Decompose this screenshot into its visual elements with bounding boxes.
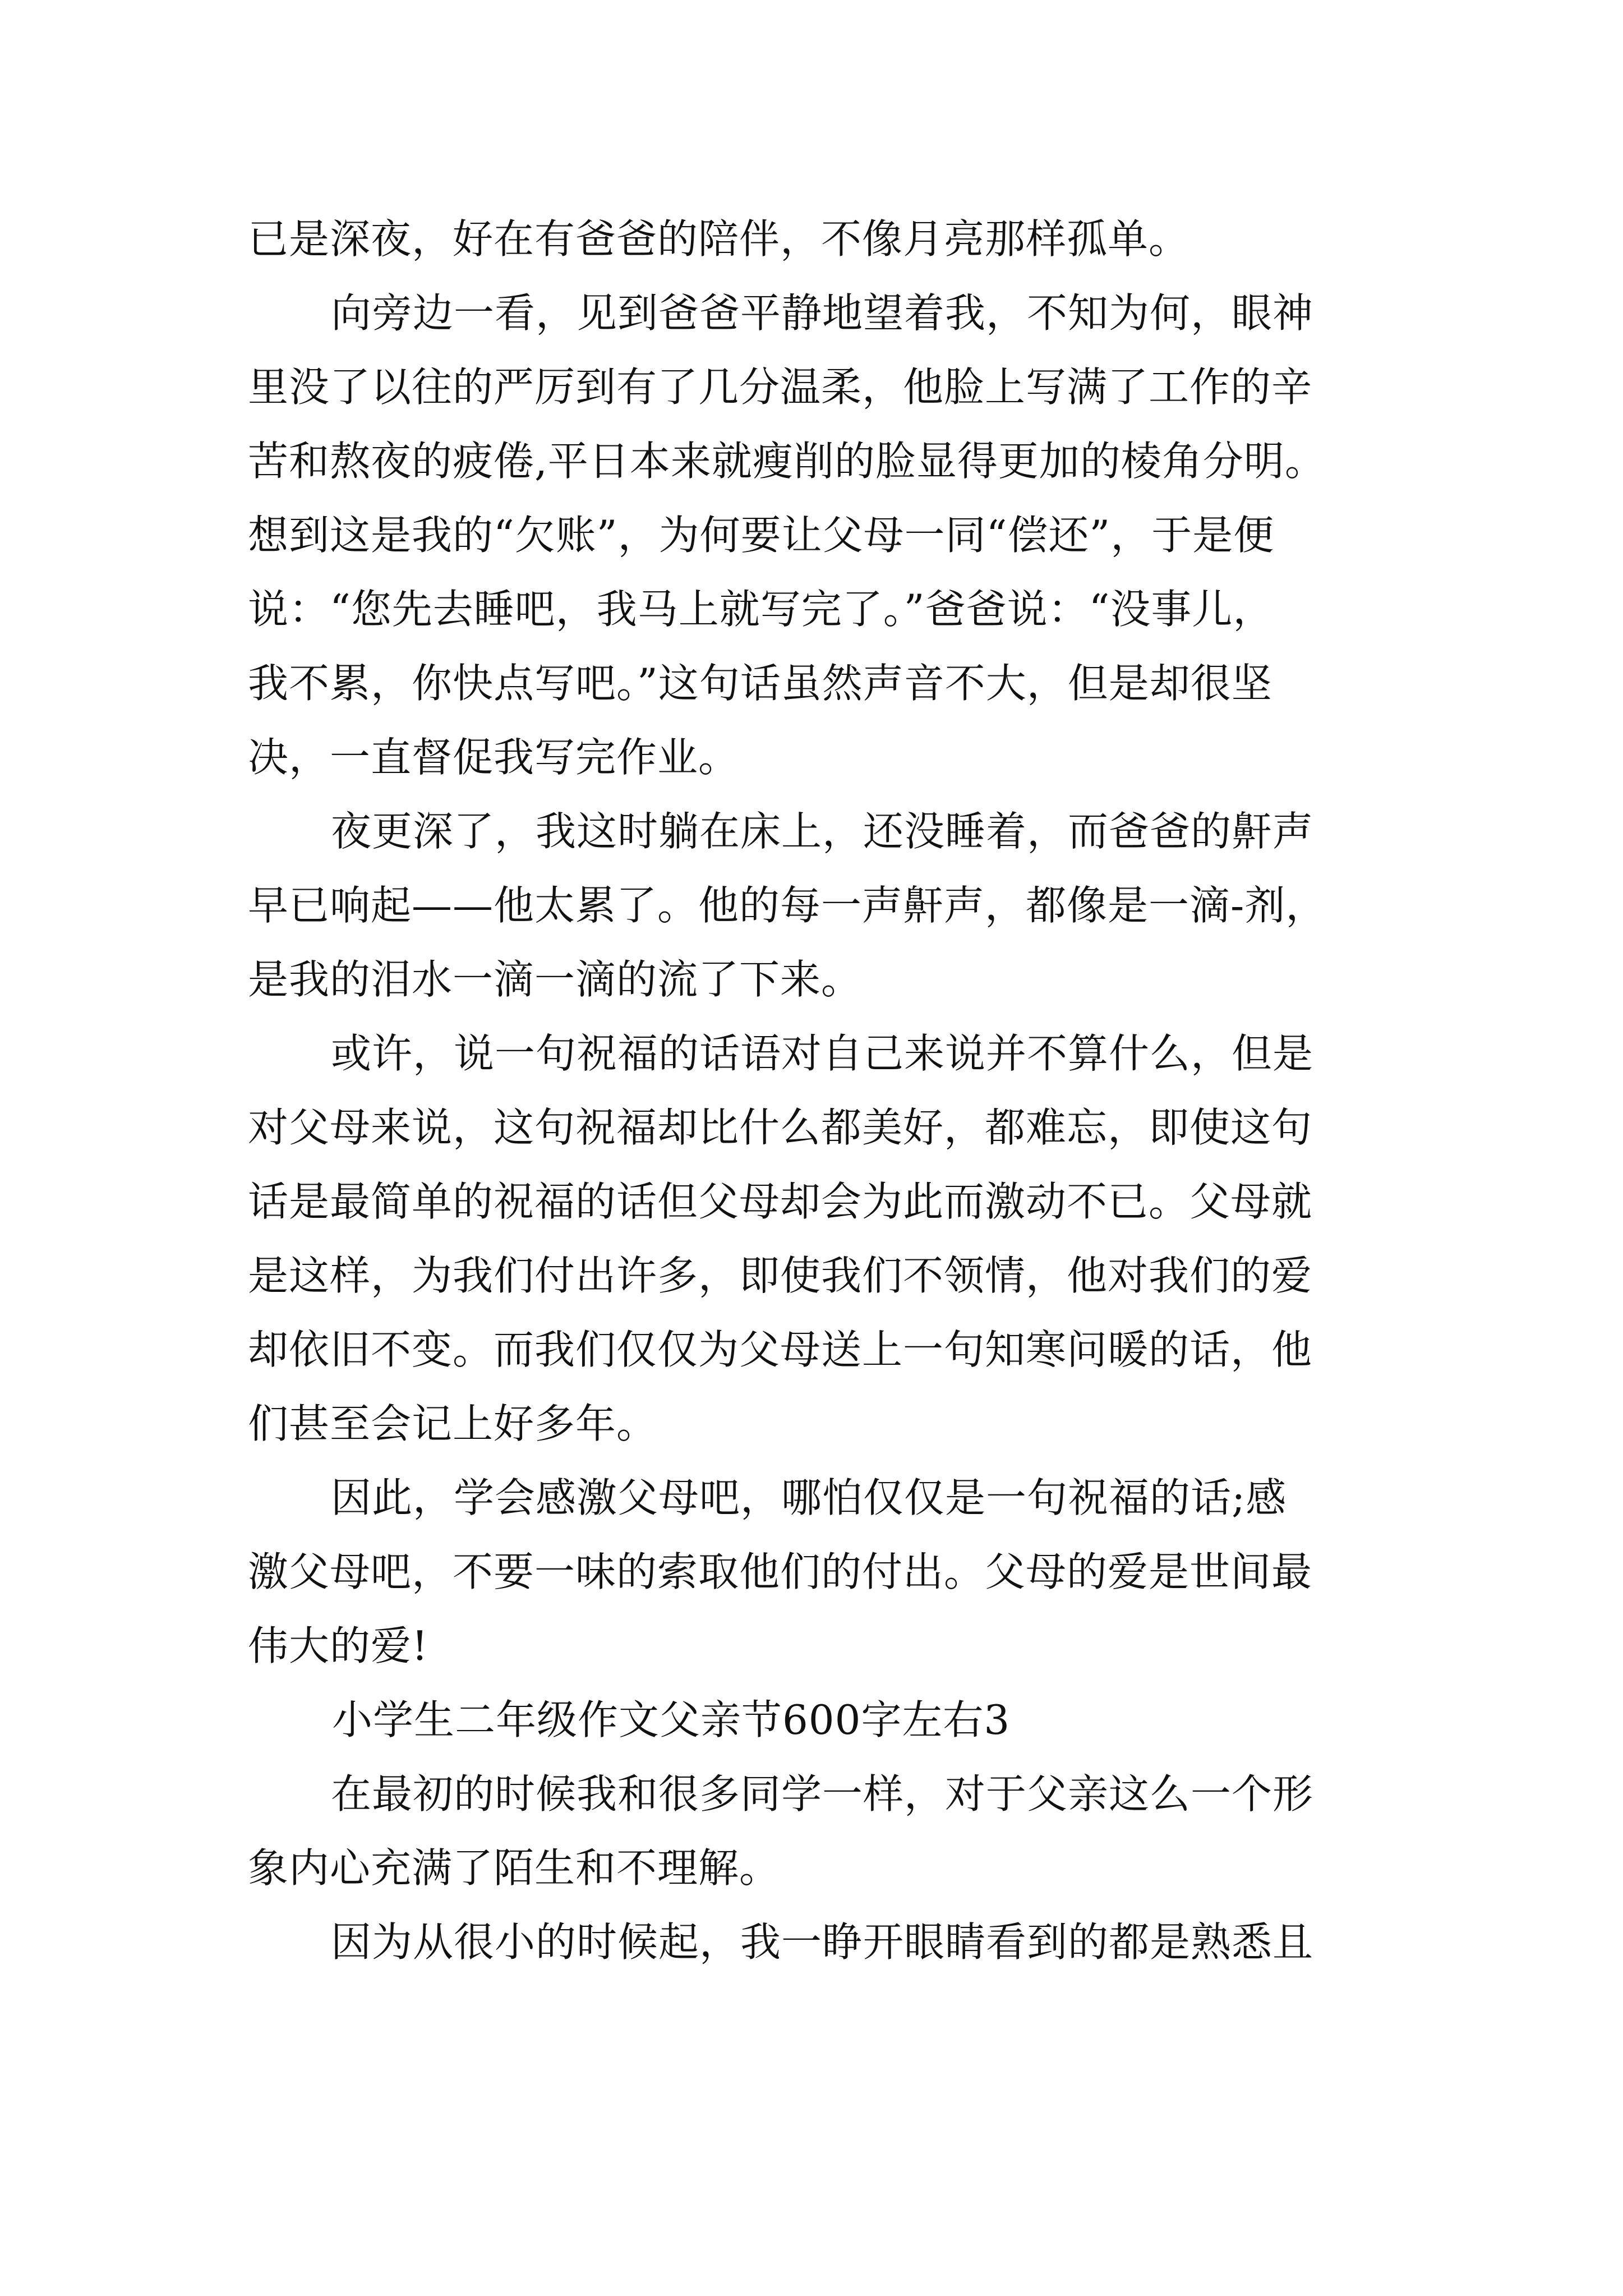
body-line: 或许，说一句祝福的话语对自己来说并不算什么，但是	[331, 1030, 1314, 1077]
body-line: 早已响起——他太累了。他的每一声鼾声，都像是一滴-剂，	[248, 882, 1327, 929]
body-line: 夜更深了，我这时躺在床上，还没睡着，而爸爸的鼾声	[331, 808, 1314, 855]
body-line: 对父母来说，这句祝福却比什么都美好，都难忘，即使这句	[248, 1104, 1313, 1151]
body-line: 因为从很小的时候起，我一睁开眼睛看到的都是熟悉且	[331, 1918, 1314, 1966]
body-line: 话是最简单的祝福的话但父母却会为此而激动不已。父母就	[248, 1178, 1313, 1225]
document-body	[248, 202, 1403, 1979]
section-title: 小学生二年级作文父亲节600字左右3	[332, 1696, 1011, 1743]
body-line: 激父母吧，不要一味的索取他们的付出。父母的爱是世间最	[248, 1548, 1313, 1595]
body-line: 在最初的时候我和很多同学一样，对于父亲这么一个形	[331, 1770, 1314, 1818]
body-line: 因此，学会感激父母吧，哪怕仅仅是一句祝福的话;感	[331, 1474, 1287, 1521]
body-line: 象内心充满了陌生和不理解。	[248, 1844, 781, 1892]
body-line: 是我的泪水一滴一滴的流了下来。	[248, 956, 863, 1003]
body-line: 苦和熬夜的疲倦,平日本来就瘦削的脸显得更加的棱角分明。	[248, 438, 1326, 485]
body-line: 却依旧不变。而我们仅仅为父母送上一句知寒问暖的话，他	[248, 1326, 1313, 1373]
body-line: 是这样，为我们付出许多，即使我们不领情，他对我们的爱	[248, 1252, 1313, 1299]
body-line: 里没了以往的严厉到有了几分温柔，他脸上写满了工作的辛	[248, 364, 1313, 411]
body-line: 说：“您先去睡吧，我马上就写完了。”爸爸说：“没事儿，	[248, 586, 1274, 633]
body-line: 想到这是我的“欠账”，为何要让父母一同“偿还”，于是便	[248, 512, 1275, 559]
body-line: 们甚至会记上好多年。	[248, 1400, 658, 1447]
body-line: 我不累，你快点写吧。”这句话虽然声音不大，但是却很坚	[248, 660, 1272, 707]
body-line: 向旁边一看，见到爸爸平静地望着我，不知为何，眼神	[331, 289, 1314, 337]
body-line: 伟大的爱!	[248, 1622, 428, 1669]
body-line: 已是深夜，好在有爸爸的陪伴，不像月亮那样孤单。	[248, 215, 1190, 263]
body-line: 决，一直督促我写完作业。	[248, 734, 740, 781]
